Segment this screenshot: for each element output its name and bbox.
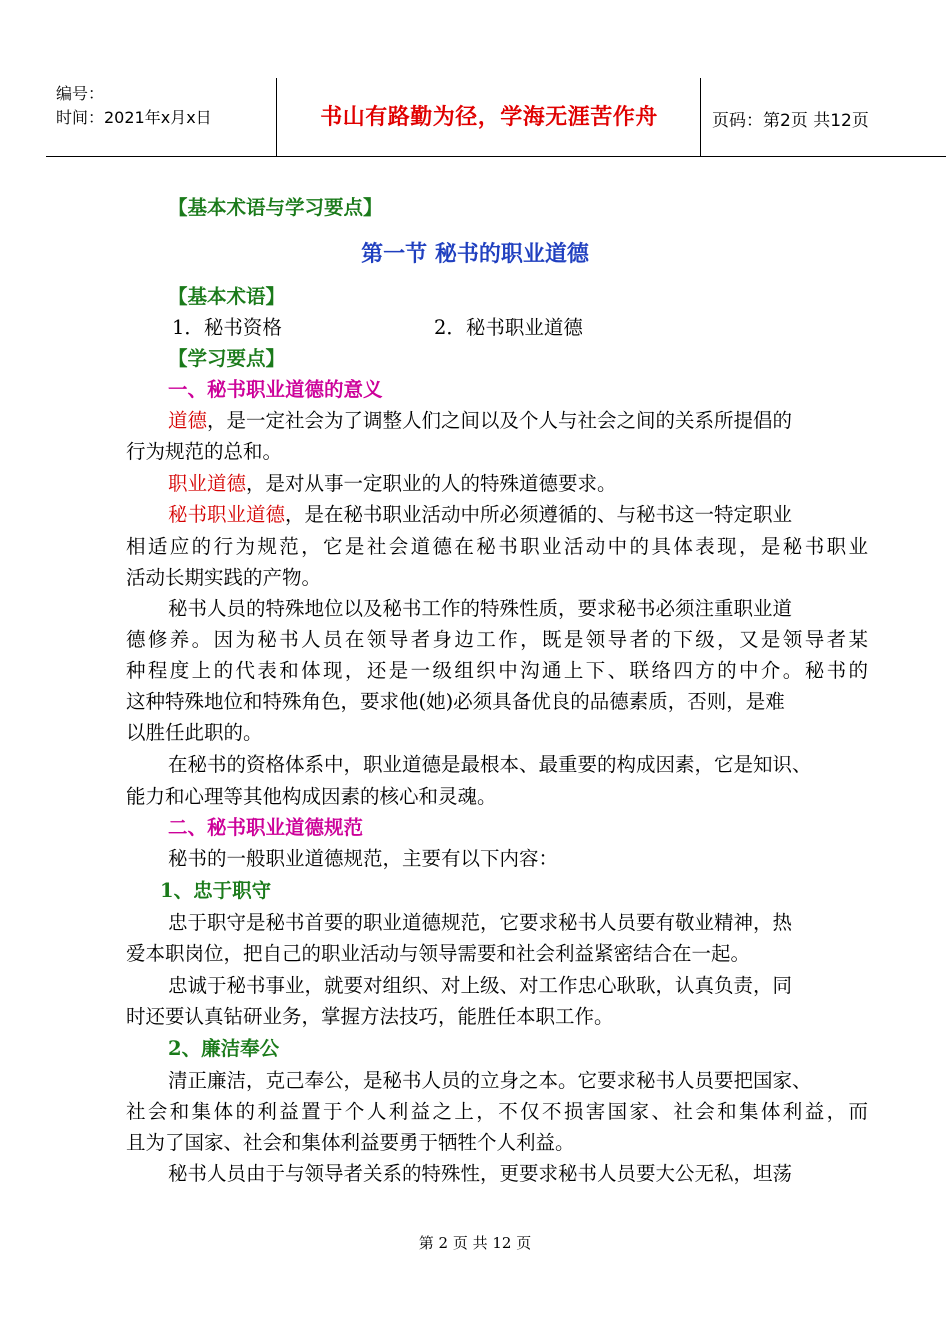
- paragraph-line: 职业道德，是对从事一定职业的人的特殊道德要求。: [168, 472, 617, 495]
- paragraph-line: 以胜任此职的。: [126, 721, 263, 744]
- paragraph-line: 社会和集体的利益置于个人利益之上，不仅不损害国家、社会和集体利益，而: [126, 1100, 868, 1123]
- paragraph-line: 忠诚于秘书事业，就要对组织、对上级、对工作忠心耿耿，认真负责，同: [168, 974, 793, 997]
- paragraph-line: 时还要认真钻研业务，掌握方法技巧，能胜任本职工作。: [126, 1005, 614, 1028]
- time-label: 时间：2021年x月x日: [56, 108, 212, 127]
- paragraph-line: 秘书职业道德，是在秘书职业活动中所必须遵循的、与秘书这一特定职业: [168, 503, 793, 526]
- item-title-2: 2、廉洁奉公: [168, 1037, 280, 1060]
- paragraph-line: 能力和心理等其他构成因素的核心和灵魂。: [126, 785, 497, 808]
- points-heading: 【学习要点】: [168, 347, 286, 370]
- header-page-info: 页码：第2页 共12页: [712, 111, 869, 131]
- paragraph-line: 活动长期实践的产物。: [126, 566, 322, 589]
- highlight-term: 道德: [168, 409, 208, 432]
- highlight-term: 秘书职业道德: [168, 503, 286, 526]
- terms-heading: 【基本术语】: [168, 285, 286, 308]
- header-divider-right: [700, 78, 701, 156]
- page-header: [46, 78, 946, 157]
- paragraph-line: 忠于职守是秘书首要的职业道德规范，它要求秘书人员要有敬业精神，热: [168, 911, 793, 934]
- chapter-title: 第一节 秘书的职业道德: [361, 241, 589, 267]
- paragraph-line: 清正廉洁，克己奉公，是秘书人员的立身之本。它要求秘书人员要把国家、: [168, 1069, 812, 1092]
- paragraph-line: 相适应的行为规范，它是社会道德在秘书职业活动中的具体表现，是秘书职业: [126, 535, 868, 558]
- paragraph-line: 这种特殊地位和特殊角色，要求他(她)必须具备优良的品德素质，否则，是难: [126, 690, 785, 713]
- header-motto: 书山有路勤为径，学海无涯苦作舟: [320, 105, 658, 130]
- highlight-term: 职业道德: [168, 472, 247, 495]
- paragraph-line: 在秘书的资格体系中，职业道德是最根本、最重要的构成因素，它是知识、: [168, 753, 812, 776]
- term-item-2: 2．秘书职业道德: [434, 316, 583, 339]
- paragraph-line: 秘书人员的特殊地位以及秘书工作的特殊性质，要求秘书必须注重职业道: [168, 597, 793, 620]
- header-divider-left: [276, 78, 277, 156]
- paragraph-line: 秘书人员由于与领导者关系的特殊性，更要求秘书人员要大公无私，坦荡: [168, 1162, 793, 1185]
- paragraph-line: 德修养。因为秘书人员在领导者身边工作，既是领导者的下级，又是领导者某: [126, 628, 868, 651]
- paragraph-line: 种程度上的代表和体现，还是一级组织中沟通上下、联络四方的中介。秘书的: [126, 659, 868, 682]
- subsection-title-1: 一、秘书职业道德的意义: [168, 378, 383, 401]
- page-footer: 第 2 页 共 12 页: [418, 1234, 532, 1252]
- subsection-title-2: 二、秘书职业道德规范: [168, 816, 364, 839]
- paragraph-line: 秘书的一般职业道德规范，主要有以下内容：: [168, 847, 559, 870]
- paragraph-line: 行为规范的总和。: [126, 440, 283, 463]
- term-item-1: 1．秘书资格: [172, 316, 282, 339]
- header-meta: [56, 82, 212, 130]
- section-heading: 【基本术语与学习要点】: [168, 196, 383, 219]
- paragraph-line: 且为了国家、社会和集体利益要勇于牺牲个人利益。: [126, 1131, 575, 1154]
- item-title-1: 1、忠于职守: [160, 879, 272, 902]
- paragraph-line: 道德，是一定社会为了调整人们之间以及个人与社会之间的关系所提倡的: [168, 409, 793, 432]
- paragraph-line: 爱本职岗位，把自己的职业活动与领导需要和社会利益紧密结合在一起。: [126, 942, 751, 965]
- number-label: 编号：: [56, 84, 105, 103]
